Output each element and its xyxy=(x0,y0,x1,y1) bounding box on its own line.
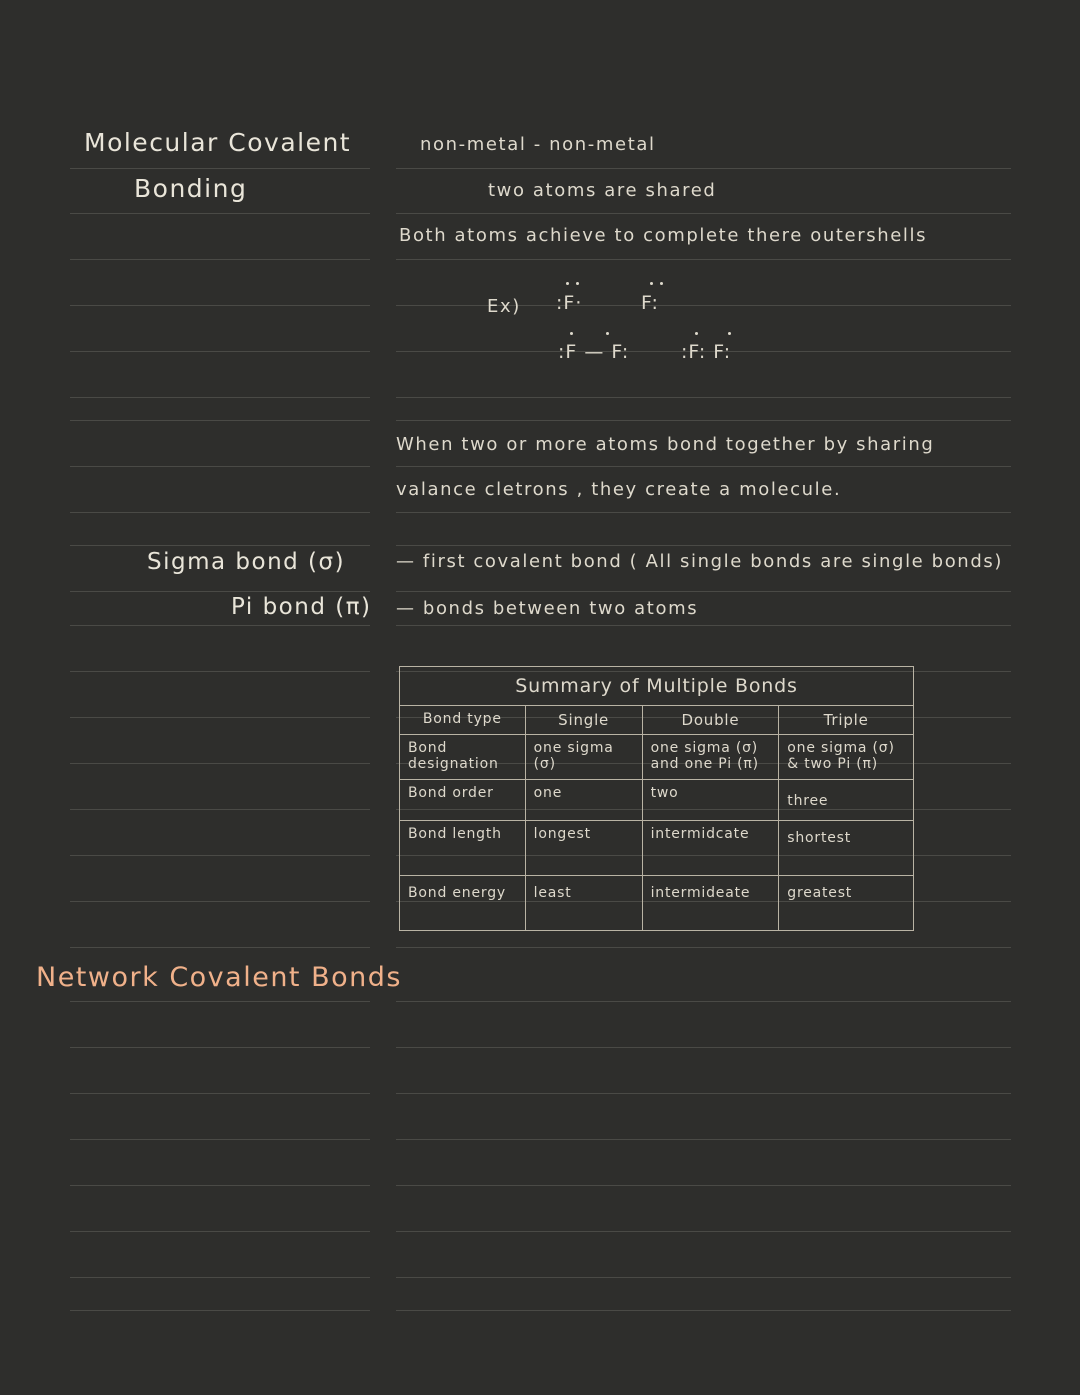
table-row xyxy=(400,780,914,821)
row-label-line-1: Bond xyxy=(408,740,448,756)
rule-line xyxy=(396,1001,1011,1002)
rule-line xyxy=(396,397,1011,398)
rule-line xyxy=(70,420,370,421)
rule-line xyxy=(70,351,370,352)
rule-line xyxy=(70,466,370,467)
cell-text: least xyxy=(533,885,572,901)
sigma-bond-description: — first covalent bond ( All single bonds are single bonds) xyxy=(396,551,1003,572)
table-caption: Summary of Multiple Bonds xyxy=(400,667,914,706)
cell-designation-double xyxy=(642,735,779,780)
rule-line xyxy=(396,466,1011,467)
cell-text: three xyxy=(787,793,829,809)
cell-length-triple xyxy=(779,821,914,876)
rule-line xyxy=(396,420,1011,421)
summary-of-multiple-bonds-table xyxy=(399,666,914,931)
rule-line xyxy=(396,1277,1011,1278)
cell-length-single: longest xyxy=(525,821,642,876)
page-title-line-2: Bonding xyxy=(134,174,248,203)
rule-line xyxy=(70,901,370,902)
rule-line xyxy=(70,1139,370,1140)
rule-line xyxy=(70,1310,370,1311)
rule-line xyxy=(70,717,370,718)
paragraph-line-2: valance cletrons , they create a molecule. xyxy=(396,479,842,500)
cell-designation-triple xyxy=(779,735,914,780)
row-label-text: Bond energy xyxy=(408,885,506,901)
rule-line xyxy=(70,259,370,260)
cell-order-single: one xyxy=(525,780,642,821)
rule-line xyxy=(70,213,370,214)
heading-pi-bond: Pi bond (π) xyxy=(231,594,372,620)
rule-line xyxy=(396,1047,1011,1048)
cell-energy-single xyxy=(525,876,642,931)
rule-line xyxy=(70,763,370,764)
cell-text: intermideate xyxy=(650,885,751,901)
lewis-structure-fluorine-1: :F· xyxy=(556,292,583,314)
rule-line xyxy=(70,671,370,672)
cell-energy-triple xyxy=(779,876,914,931)
table-row xyxy=(400,735,914,780)
heading-sigma-bond: Sigma bond (σ) xyxy=(147,549,346,575)
cell-energy-double xyxy=(642,876,779,931)
rule-line xyxy=(396,168,1011,169)
row-label-bond-designation xyxy=(400,735,526,780)
rule-line xyxy=(70,512,370,513)
rule-line xyxy=(396,259,1011,260)
rule-line xyxy=(396,512,1011,513)
rule-line xyxy=(70,625,370,626)
cell-line-2: and one Pi (π) xyxy=(650,756,759,772)
column-header-triple: Triple xyxy=(779,706,914,735)
rule-line xyxy=(396,545,1011,546)
lewis-structure-fluorine-2: F: xyxy=(641,292,659,314)
note-two-atoms-shared: two atoms are shared xyxy=(488,180,717,201)
cell-order-triple xyxy=(779,780,914,821)
rule-line xyxy=(70,1001,370,1002)
example-label: Ex) xyxy=(487,296,521,317)
lewis-structure-f2-bonded: :F — F: xyxy=(558,341,630,363)
row-label-bond-energy xyxy=(400,876,526,931)
rule-line xyxy=(396,1139,1011,1140)
rule-line xyxy=(396,1093,1011,1094)
column-header-single: Single xyxy=(525,706,642,735)
table-header-row xyxy=(400,706,914,735)
cell-length-double: intermidcate xyxy=(642,821,779,876)
rule-line xyxy=(396,947,1011,948)
rule-line xyxy=(396,591,1011,592)
rule-line xyxy=(70,1277,370,1278)
cell-line-1: one sigma (σ) xyxy=(787,740,895,756)
cell-text: shortest xyxy=(787,830,852,846)
row-label-line-2: designation xyxy=(408,756,499,772)
rule-line xyxy=(396,213,1011,214)
row-label-bond-length: Bond length xyxy=(400,821,526,876)
rule-line xyxy=(70,1231,370,1232)
pi-bond-description: — bonds between two atoms xyxy=(396,598,699,619)
cell-line-2: & two Pi (π) xyxy=(787,756,879,772)
column-header-bond-type: Bond type xyxy=(400,706,526,735)
rule-line xyxy=(70,1185,370,1186)
rule-line xyxy=(70,545,370,546)
rule-line xyxy=(70,591,370,592)
table-caption-row xyxy=(400,667,914,706)
note-nonmetal-nonmetal: non-metal - non-metal xyxy=(420,134,656,155)
page-title-line-1: Molecular Covalent xyxy=(84,128,352,157)
heading-network-covalent-bonds: Network Covalent Bonds xyxy=(36,962,402,993)
paragraph-line-1: When two or more atoms bond together by sharing xyxy=(396,434,935,455)
lewis-structure-f2-pair: :F: F: xyxy=(681,341,732,363)
rule-line xyxy=(396,1231,1011,1232)
rule-line xyxy=(396,625,1011,626)
rule-line xyxy=(70,855,370,856)
cell-line-1: one sigma (σ) xyxy=(650,740,759,756)
rule-line xyxy=(70,305,370,306)
cell-text: greatest xyxy=(787,885,853,901)
cell-designation-single: one sigma (σ) xyxy=(525,735,642,780)
rule-line xyxy=(70,1047,370,1048)
rule-line xyxy=(70,947,370,948)
rule-line xyxy=(70,168,370,169)
table-row xyxy=(400,876,914,931)
row-label-bond-order: Bond order xyxy=(400,780,526,821)
rule-line xyxy=(70,1093,370,1094)
rule-line xyxy=(70,397,370,398)
column-header-double: Double xyxy=(642,706,779,735)
rule-line xyxy=(70,809,370,810)
rule-line xyxy=(396,1185,1011,1186)
note-both-atoms-outershells: Both atoms achieve to complete there outershells xyxy=(399,225,928,246)
rule-line xyxy=(396,1310,1011,1311)
table-row xyxy=(400,821,914,876)
cell-order-double: two xyxy=(642,780,779,821)
